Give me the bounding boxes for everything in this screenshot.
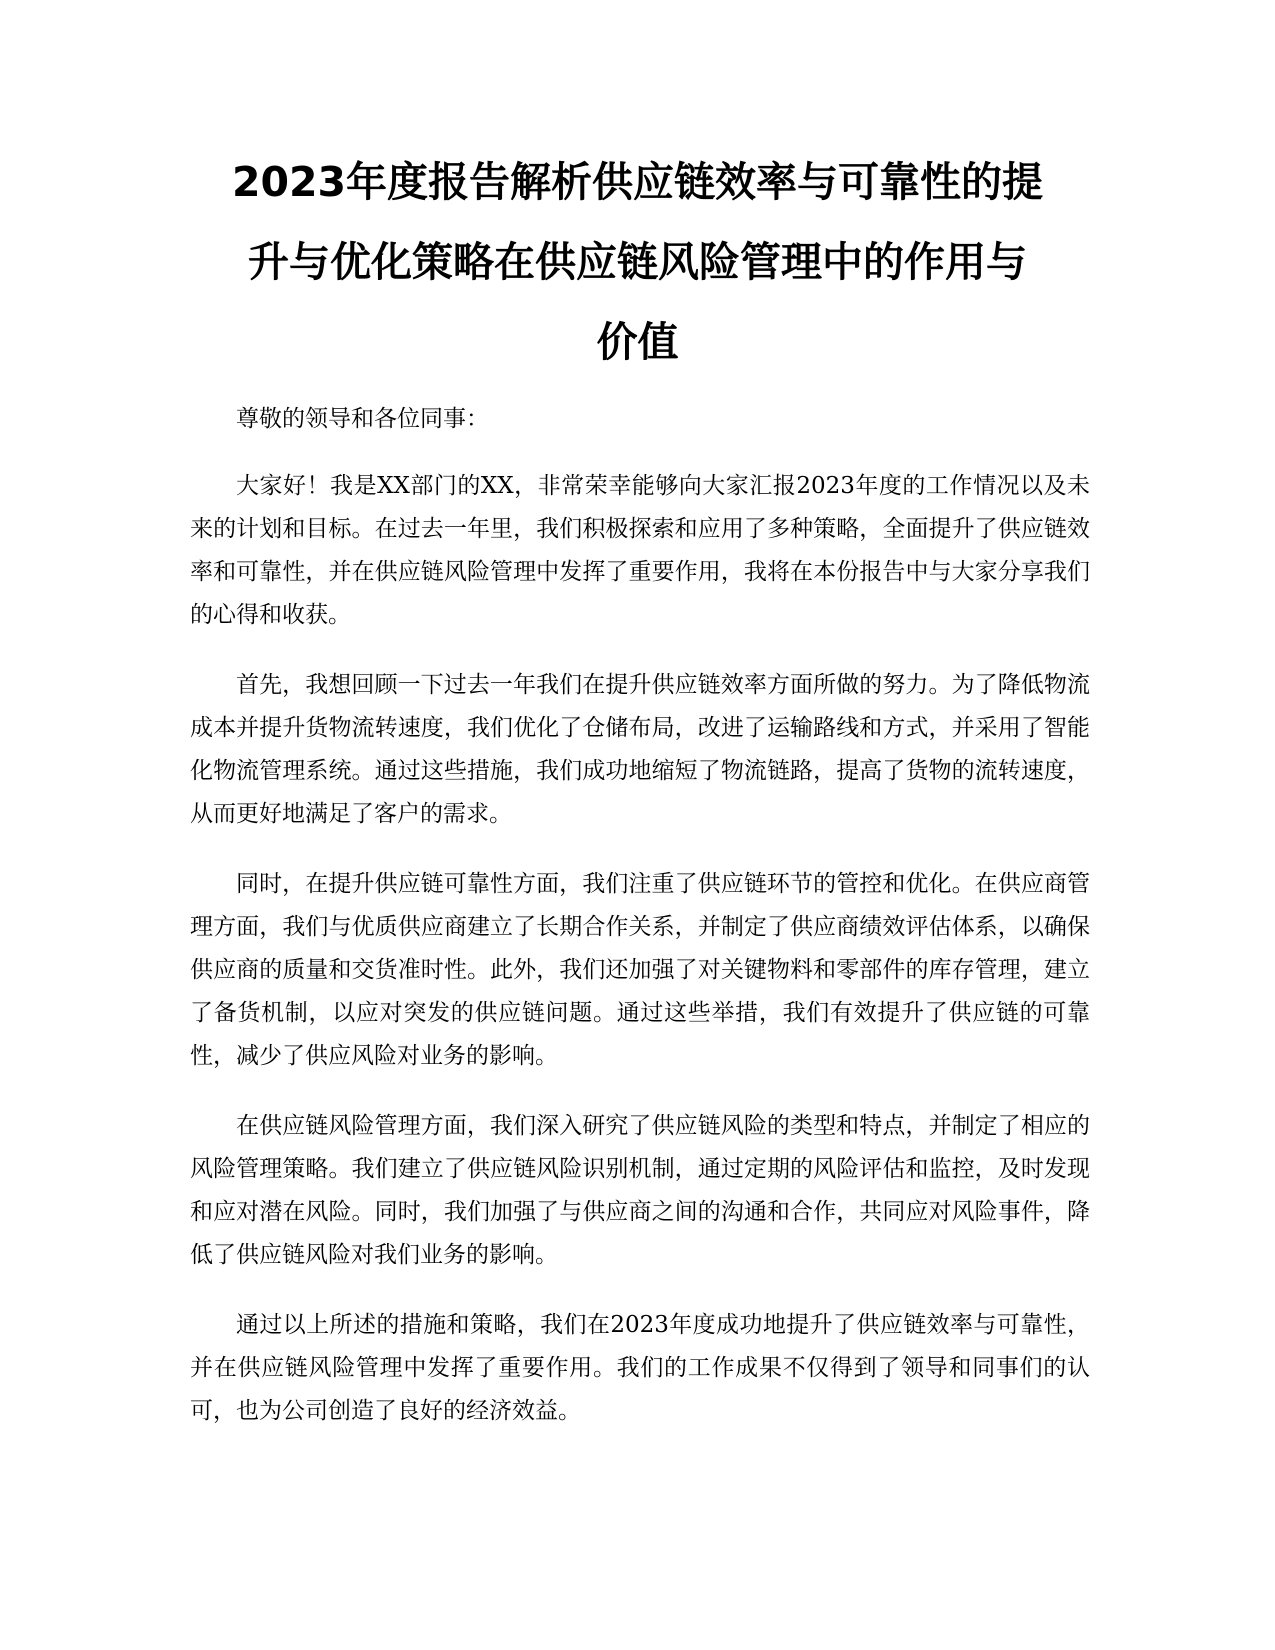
paragraph-efficiency: 首先，我想回顾一下过去一年我们在提升供应链效率方面所做的努力。为了降低物流成本并提升货物流转速度，我们优化了仓储布局，改进了运输路线和方式，并采用了智能化物流管理系统。通过这些措施，我们成功地缩短了物流链路，提高了货物的流转速度，从而更好地满足了客户的需求。 bbox=[190, 672, 1090, 827]
salutation: 尊敬的领导和各位同事： bbox=[236, 406, 489, 432]
paragraph-summary: 通过以上所述的措施和策略，我们在2023年度成功地提升了供应链效率与可靠性，并在供应链风险管理中发挥了重要作用。我们的工作成果不仅得到了领导和同事们的认可，也为公司创造了良好的经济效益。 bbox=[190, 1312, 1090, 1424]
title-line: 升与优化策略在供应链风险管理中的作用与 bbox=[248, 238, 1027, 286]
document-body bbox=[190, 398, 1090, 1460]
title-line: 2023年度报告解析供应链效率与可靠性的提 bbox=[231, 158, 1044, 206]
title-line: 价值 bbox=[596, 318, 679, 366]
paragraph-risk-management: 在供应链风险管理方面，我们深入研究了供应链风险的类型和特点，并制定了相应的风险管理策略。我们建立了供应链风险识别机制，通过定期的风险评估和监控，及时发现和应对潜在风险。同时，我们加强了与供应商之间的沟通和合作，共同应对风险事件，降低了供应链风险对我们业务的影响。 bbox=[190, 1113, 1090, 1268]
document-title bbox=[180, 142, 1095, 382]
paragraph-intro: 大家好！我是XX部门的XX，非常荣幸能够向大家汇报2023年度的工作情况以及未来的计划和目标。在过去一年里，我们积极探索和应用了多种策略，全面提升了供应链效率和可靠性，并在供应链风险管理中发挥了重要作用，我将在本份报告中与大家分享我们的心得和收获。 bbox=[190, 473, 1090, 628]
paragraph-reliability: 同时，在提升供应链可靠性方面，我们注重了供应链环节的管控和优化。在供应商管理方面，我们与优质供应商建立了长期合作关系，并制定了供应商绩效评估体系，以确保供应商的质量和交货准时性。此外，我们还加强了对关键物料和零部件的库存管理，建立了备货机制，以应对突发的供应链问题。通过这些举措，我们有效提升了供应链的可靠性，减少了供应风险对业务的影响。 bbox=[190, 871, 1090, 1069]
